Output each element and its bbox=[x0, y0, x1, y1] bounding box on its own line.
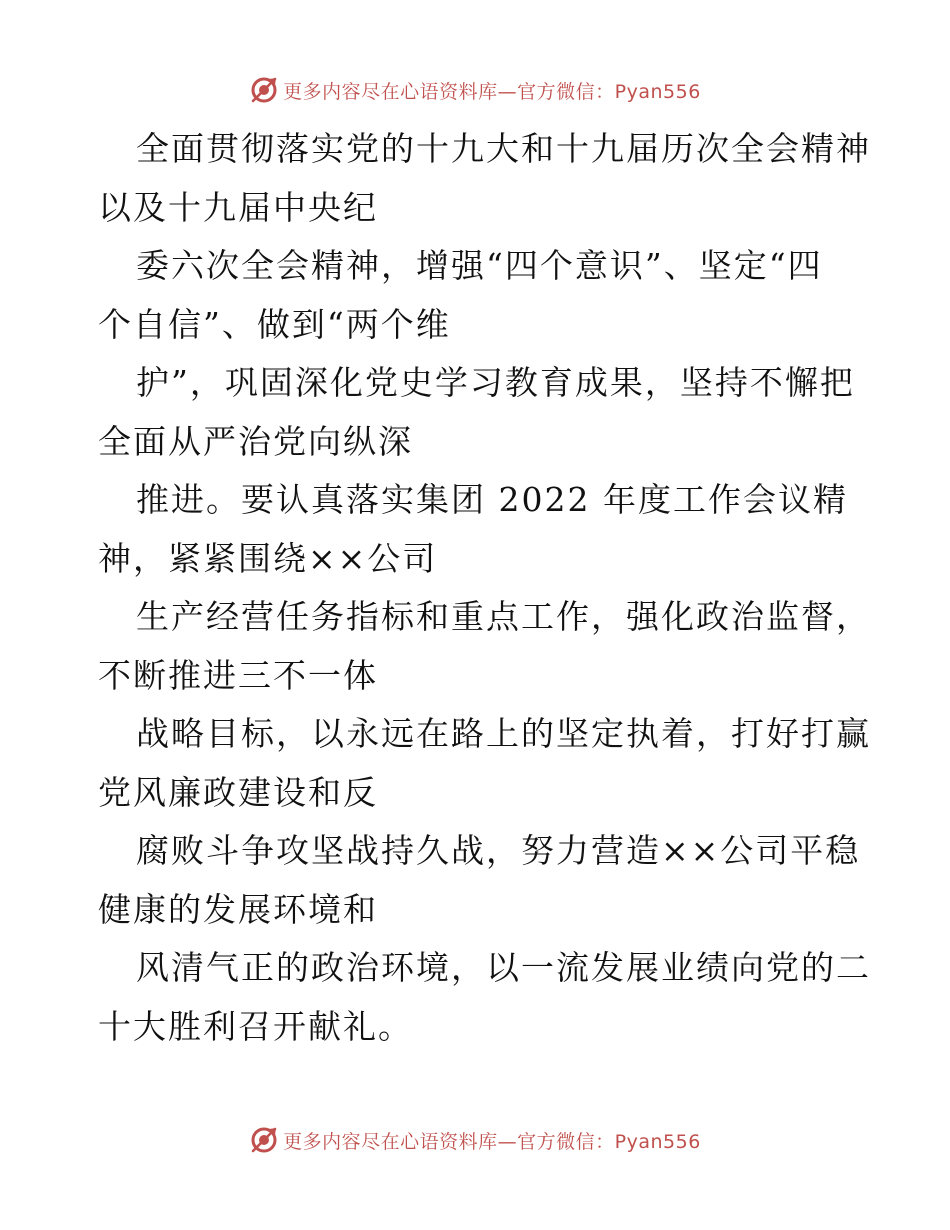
body-line: 战略目标，以永远在路上的坚定执着，打好打赢 bbox=[136, 714, 871, 753]
body-line: 委六次全会精神，增强“四个意识”、坚定“四 bbox=[136, 246, 823, 285]
body-line: 党风廉政建设和反 bbox=[98, 772, 378, 812]
header-watermark bbox=[0, 72, 950, 108]
body-line: 全面从严治党向纵深 bbox=[98, 421, 413, 461]
body-line: 以及十九届中央纪 bbox=[98, 187, 378, 227]
body-line: 腐败斗争攻坚战持久战，努力营造××公司平稳 bbox=[136, 831, 861, 870]
document-body bbox=[98, 120, 871, 1056]
body-line: 健康的发展环境和 bbox=[98, 889, 378, 929]
body-line: 风清气正的政治环境，以一流发展业绩向党的二 bbox=[136, 948, 871, 987]
body-line: 十大胜利召开献礼。 bbox=[98, 1006, 413, 1046]
watermark-text: 更多内容尽在心语资料库—官方微信：Pyan556 bbox=[283, 80, 701, 103]
watermark-text: 更多内容尽在心语资料库—官方微信：Pyan556 bbox=[283, 1130, 701, 1153]
body-line: 生产经营任务指标和重点工作，强化政治监督， bbox=[136, 597, 871, 636]
footer-watermark bbox=[0, 1122, 950, 1158]
body-line: 不断推进三不一体 bbox=[98, 655, 378, 695]
body-line: 神，紧紧围绕××公司 bbox=[98, 538, 438, 578]
quill-seal-logo-icon bbox=[249, 75, 279, 105]
body-line: 全面贯彻落实党的十九大和十九届历次全会精神 bbox=[136, 129, 871, 168]
body-line: 个自信”、做到“两个维 bbox=[98, 304, 451, 344]
quill-seal-logo-icon bbox=[249, 1125, 279, 1155]
body-line: 护”，巩固深化党史学习教育成果，坚持不懈把 bbox=[136, 363, 855, 402]
body-line: 推进。要认真落实集团 2022 年度工作会议精 bbox=[136, 480, 848, 519]
